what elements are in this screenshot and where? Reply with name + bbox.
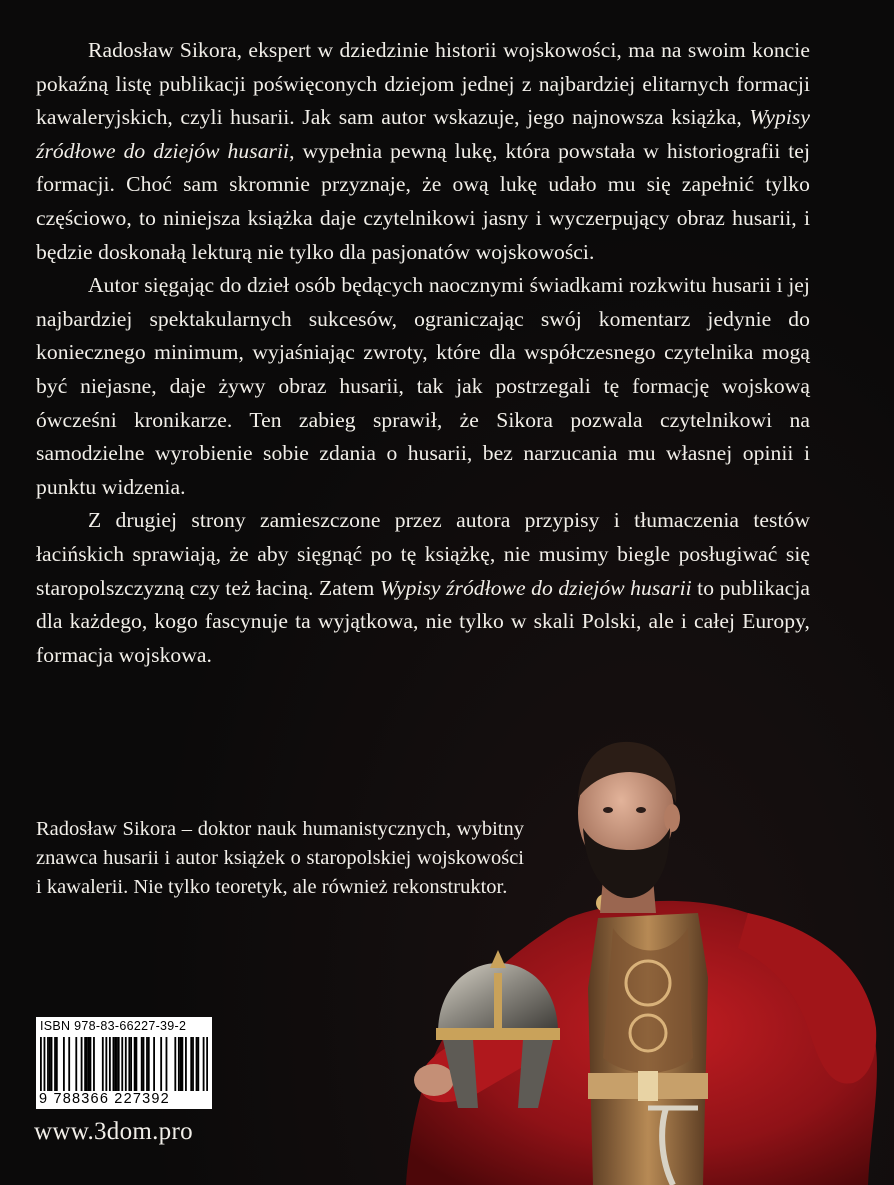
barcode-bar: [174, 1037, 176, 1091]
barcode-bar: [44, 1037, 46, 1091]
blurb-p1-text-b: , wypełnia pewną lukę, która powstała w historiografii tej formacji. Choć sam skromnie przyznaje, że ową lukę udało mu się zapełnić tylko częściowo, to niniejsza książka daje czytelnikowi jasny i wyczerpujący obraz husarii, i będzie doskonałą lekturą nie tylko dla pasjonatów wojskowości.: [36, 138, 810, 264]
blurb-p3-text-b: to publikacja dla każdego, kogo fascynuje ta wyjątkowa, nie tylko w skali Polski, ale i całej Europy, formacja wojskowa.: [36, 575, 811, 667]
barcode-bar: [40, 1037, 42, 1091]
blurb-paragraph-1: [36, 34, 810, 269]
blurb-paragraph-3: [36, 504, 810, 672]
barcode-bar: [190, 1037, 192, 1091]
barcode-bar: [51, 1037, 53, 1091]
barcode-bar: [178, 1037, 180, 1091]
barcode-bar: [206, 1037, 208, 1091]
barcode-bar: [148, 1037, 150, 1091]
barcode-bar: [90, 1037, 92, 1091]
barcode-bar: [63, 1037, 65, 1091]
author-portrait: [398, 728, 894, 1185]
barcode-bar: [88, 1037, 90, 1091]
barcode-bar: [75, 1037, 77, 1091]
barcode-bar: [56, 1037, 58, 1091]
barcode-bar: [105, 1037, 107, 1091]
barcode-bar: [181, 1037, 183, 1091]
barcode-bar: [113, 1037, 115, 1091]
barcode-bars: [40, 1037, 208, 1091]
isbn-label: ISBN 978-83-66227-39-2: [40, 1019, 187, 1033]
barcode-bar: [134, 1037, 136, 1091]
barcode-bar: [143, 1037, 145, 1091]
blurb-p3-text-a: Z drugiej strony zamieszczone przez autora przypisy i tłumaczenia testów łacińskich sprawiają, że aby sięgnąć po tę książkę, nie musimy biegle posługiwać się staropolszczyzną czy też łaciną. Zatem: [36, 508, 810, 600]
blurb-p1-text-a: Radosław Sikora, ekspert w dziedzinie historii wojskowości, ma na swoim koncie pokaźną listę publikacji poświęconych dziejom jednej z najbardziej elitarnych formacji kawaleryjskich, czyli husarii. Jak sam autor wskazuje, jego najnowsza książka,: [36, 38, 810, 130]
barcode-bar: [185, 1037, 187, 1091]
barcode-bar: [121, 1037, 123, 1091]
barcode-bar: [203, 1037, 205, 1091]
barcode-bar: [128, 1037, 130, 1091]
barcode-bar: [197, 1037, 199, 1091]
barcode-bar: [153, 1037, 155, 1091]
isbn-barcode: [36, 1017, 212, 1109]
barcode-bar: [86, 1037, 88, 1091]
barcode-bar: [146, 1037, 148, 1091]
barcode-bar: [118, 1037, 120, 1091]
barcode-bar: [84, 1037, 86, 1091]
barcode-bar: [192, 1037, 194, 1091]
barcode-bar: [109, 1037, 111, 1091]
blurb-text: [36, 34, 810, 672]
barcode-bar: [93, 1037, 95, 1091]
publisher-website: www.3dom.pro: [34, 1118, 193, 1145]
book-title-italic: Wypisy źródłowe do dziejów husarii: [36, 105, 810, 163]
barcode-bar: [166, 1037, 168, 1091]
barcode-bar: [114, 1037, 116, 1091]
barcode-bar: [160, 1037, 162, 1091]
book-title-italic: Wypisy źródłowe do dziejów husarii: [379, 575, 692, 600]
barcode-bar: [49, 1037, 51, 1091]
barcode-digits: 9 788366 227392: [39, 1091, 170, 1107]
barcode-bar: [47, 1037, 49, 1091]
barcode-bar: [102, 1037, 104, 1091]
barcode-bar: [130, 1037, 132, 1091]
barcode-bar: [54, 1037, 56, 1091]
barcode-bar: [141, 1037, 143, 1091]
barcode-bar: [125, 1037, 127, 1091]
barcode-bar: [135, 1037, 137, 1091]
barcode-bar: [196, 1037, 198, 1091]
barcode-bar: [116, 1037, 118, 1091]
author-bio: Radosław Sikora – doktor nauk humanistycznych, wybitny znawca husarii i autor książek o staropolskiej wojskowości i kawalerii. Nie tylko teoretyk, ale również rekonstruktor.: [36, 818, 524, 898]
barcode-bar: [68, 1037, 70, 1091]
barcode-bar: [180, 1037, 182, 1091]
barcode-bar: [81, 1037, 83, 1091]
blurb-paragraph-2: Autor sięgając do dzieł osób będących naocznymi świadkami rozkwitu husarii i jej najbardziej spektakularnych sukcesów, ograniczając swój komentarz jedynie do koniecznego minimum, wyjaśniając zwroty, które dla współczesnego czytelnika mogą być niejasne, daje żywy obraz husarii, tak jak postrzegali tę formację wojskową ówcześni kronikarze. Ten zabieg sprawił, że Sikora pozwala czytelnikowi na samodzielne wyrobienie sobie zdania o husarii, bez narzucania mu własnej opinii i punktu widzenia.: [36, 273, 810, 499]
